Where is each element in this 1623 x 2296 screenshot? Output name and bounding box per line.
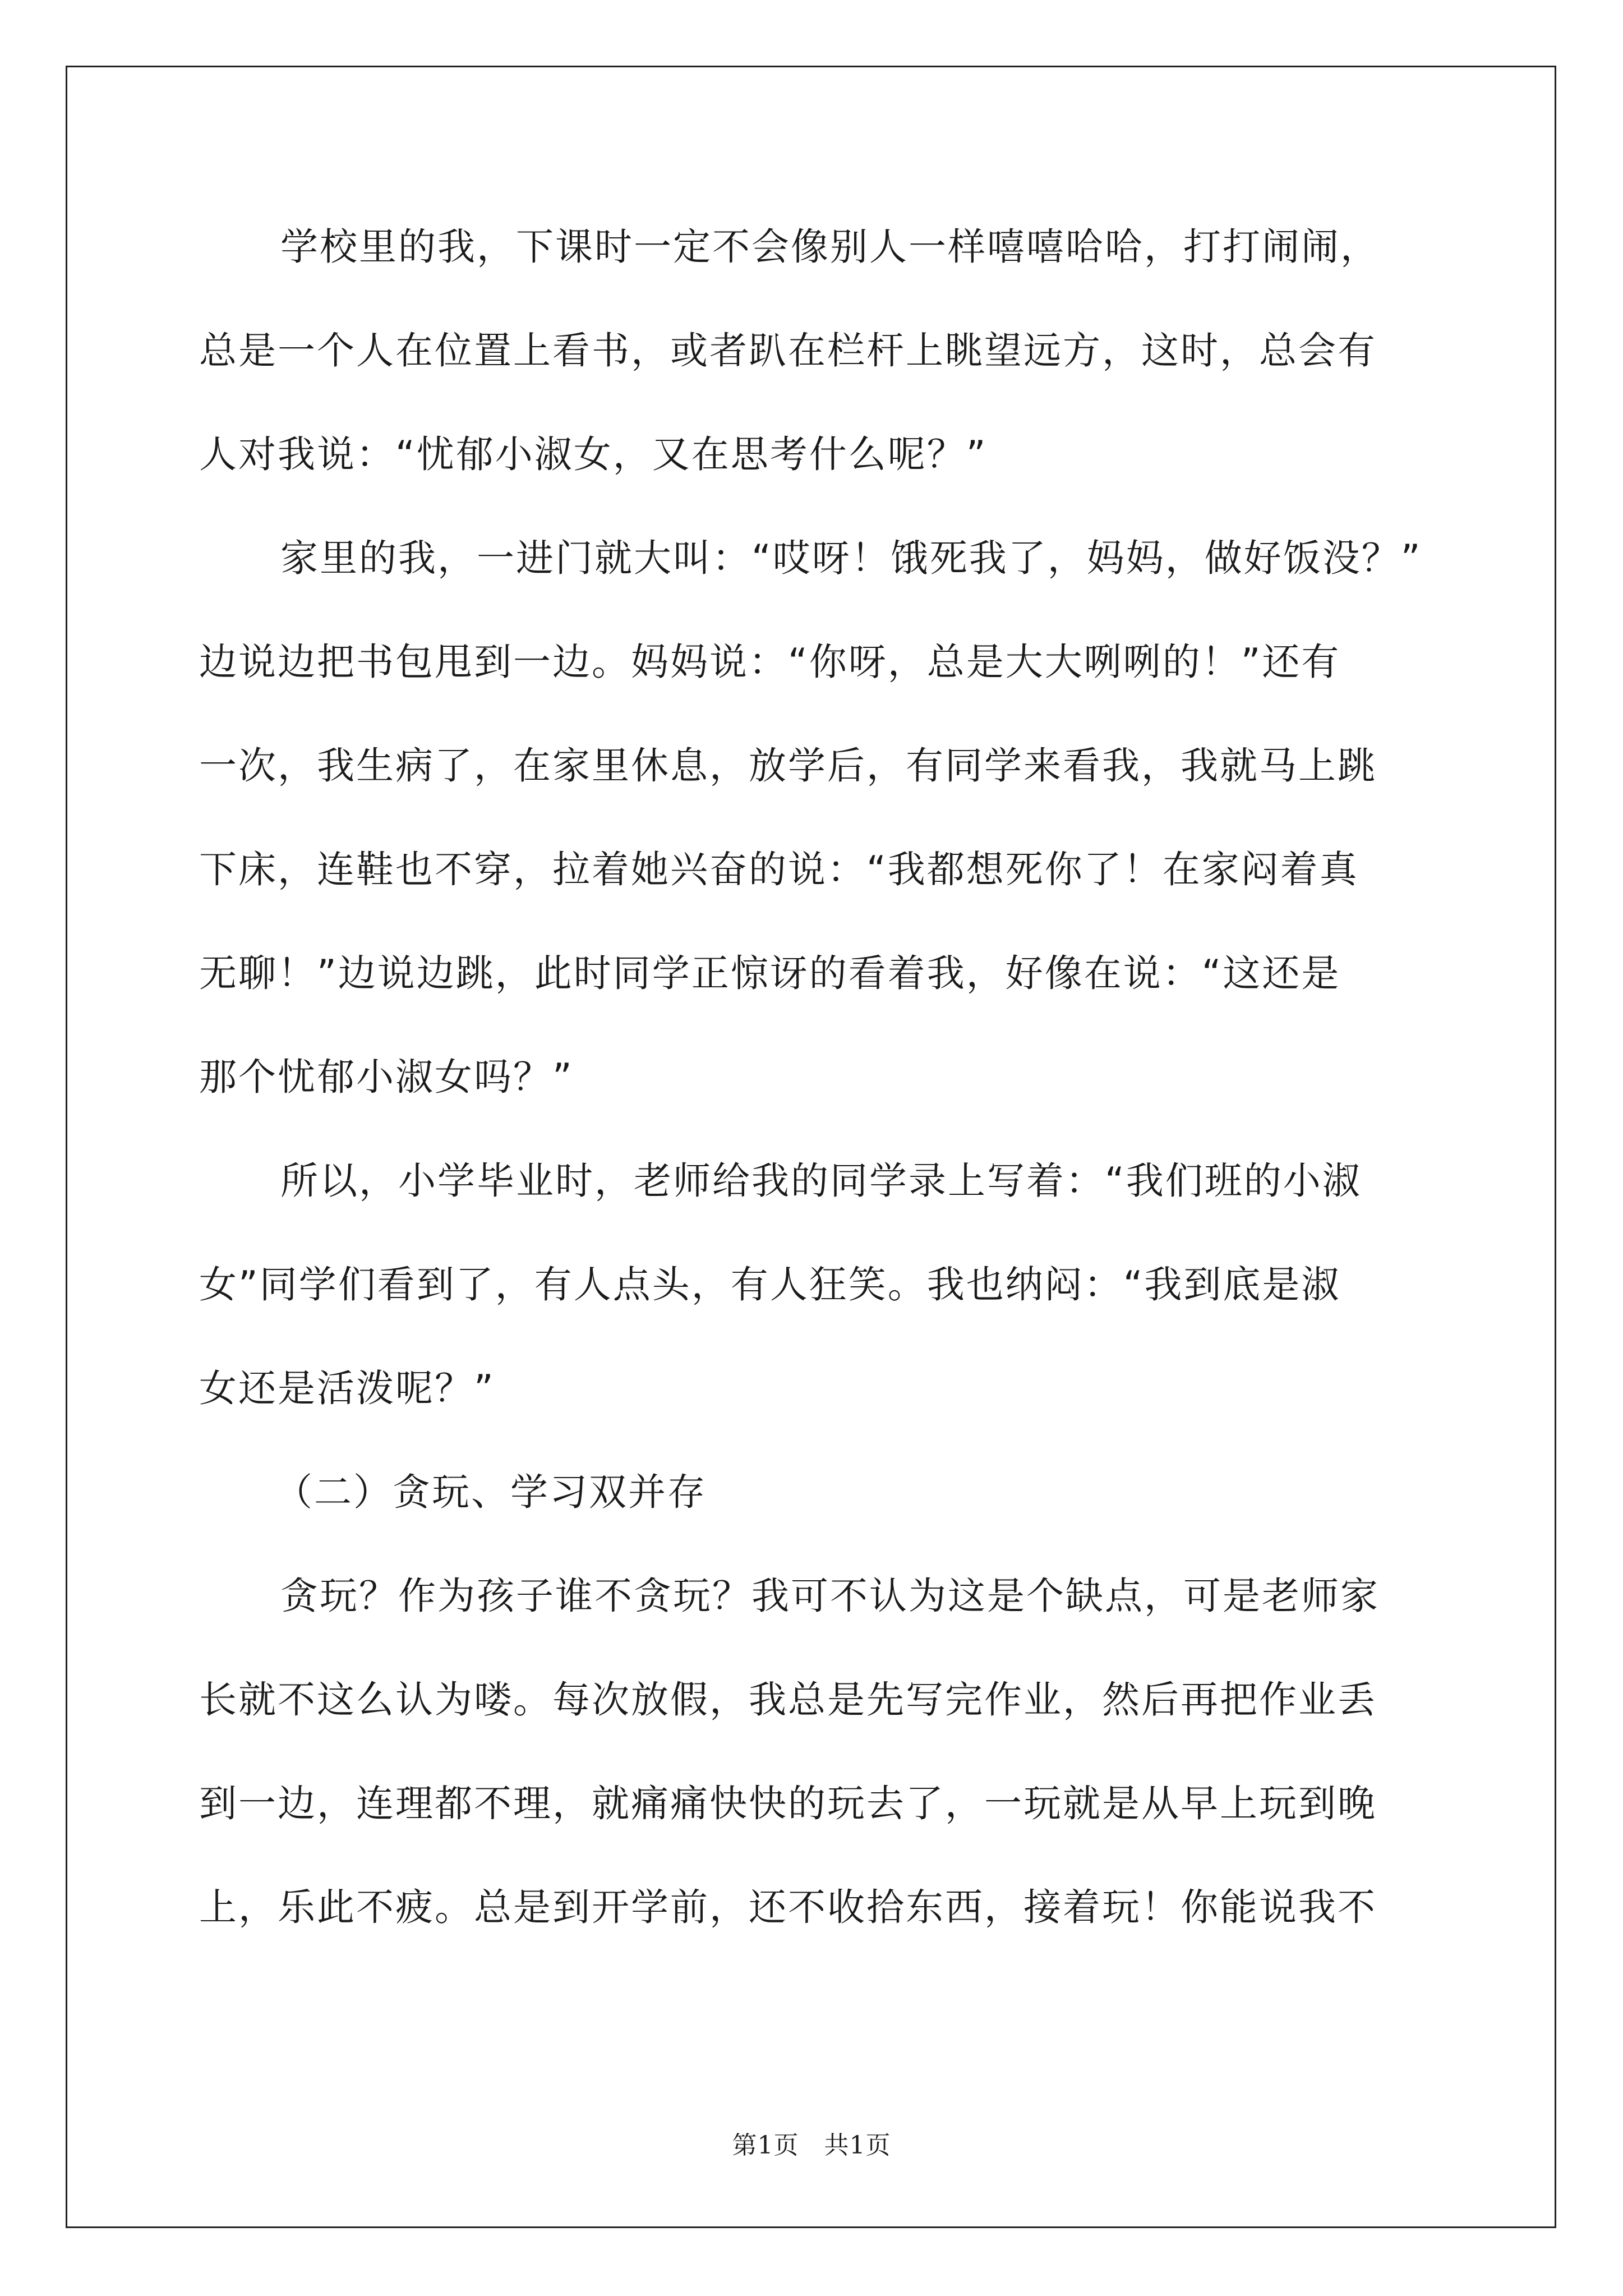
page-number-footer: 第1页 共1页 [732, 2131, 891, 2160]
paragraph-line: 到一边，连理都不理，就痛痛快快的玩去了，一玩就是从早上玩到晚 [199, 1782, 1377, 1825]
paragraph-line: 下床，连鞋也不穿，拉着她兴奋的说：“我都想死你了！在家闷着真 [199, 848, 1359, 891]
paragraph-line: 总是一个人在位置上看书，或者趴在栏杆上眺望远方，这时，总会有 [199, 329, 1377, 372]
paragraph-line: 人对我说：“忧郁小淑女，又在思考什么呢？” [199, 432, 988, 476]
paragraph-line: 所以，小学毕业时，老师给我的同学录上写着：“我们班的小淑 [280, 1159, 1362, 1203]
paragraph-line: 无聊！”边说边跳，此时同学正惊讶的看着我，好像在说：“这还是 [199, 951, 1341, 995]
paragraph-line: 上，乐此不疲。总是到开学前，还不收拾东西，接着玩！你能说我不 [199, 1885, 1377, 1929]
paragraph-line: 女”同学们看到了，有人点头，有人狂笑。我也纳闷：“我到底是淑 [199, 1263, 1341, 1306]
paragraph-line: 家里的我，一进门就大叫：“哎呀！饿死我了，妈妈，做好饭没？” [280, 536, 1422, 580]
paragraph-line: 学校里的我，下课时一定不会像别人一样嘻嘻哈哈，打打闹闹， [280, 225, 1380, 269]
paragraph-line: 边说边把书包甩到一边。妈妈说：“你呀，总是大大咧咧的！”还有 [199, 640, 1341, 684]
section-heading: （二）贪玩、学习双并存 [275, 1470, 707, 1514]
paragraph-line: 那个忧郁小淑女吗？” [199, 1055, 574, 1099]
paragraph-line: 女还是活泼呢？” [199, 1366, 495, 1410]
paragraph-line: 长就不这么认为喽。每次放假，我总是先写完作业，然后再把作业丢 [199, 1678, 1377, 1722]
paragraph-line: 贪玩？作为孩子谁不贪玩？我可不认为这是个缺点，可是老师家 [280, 1574, 1380, 1618]
paragraph-line: 一次，我生病了，在家里休息，放学后，有同学来看我，我就马上跳 [199, 744, 1377, 788]
